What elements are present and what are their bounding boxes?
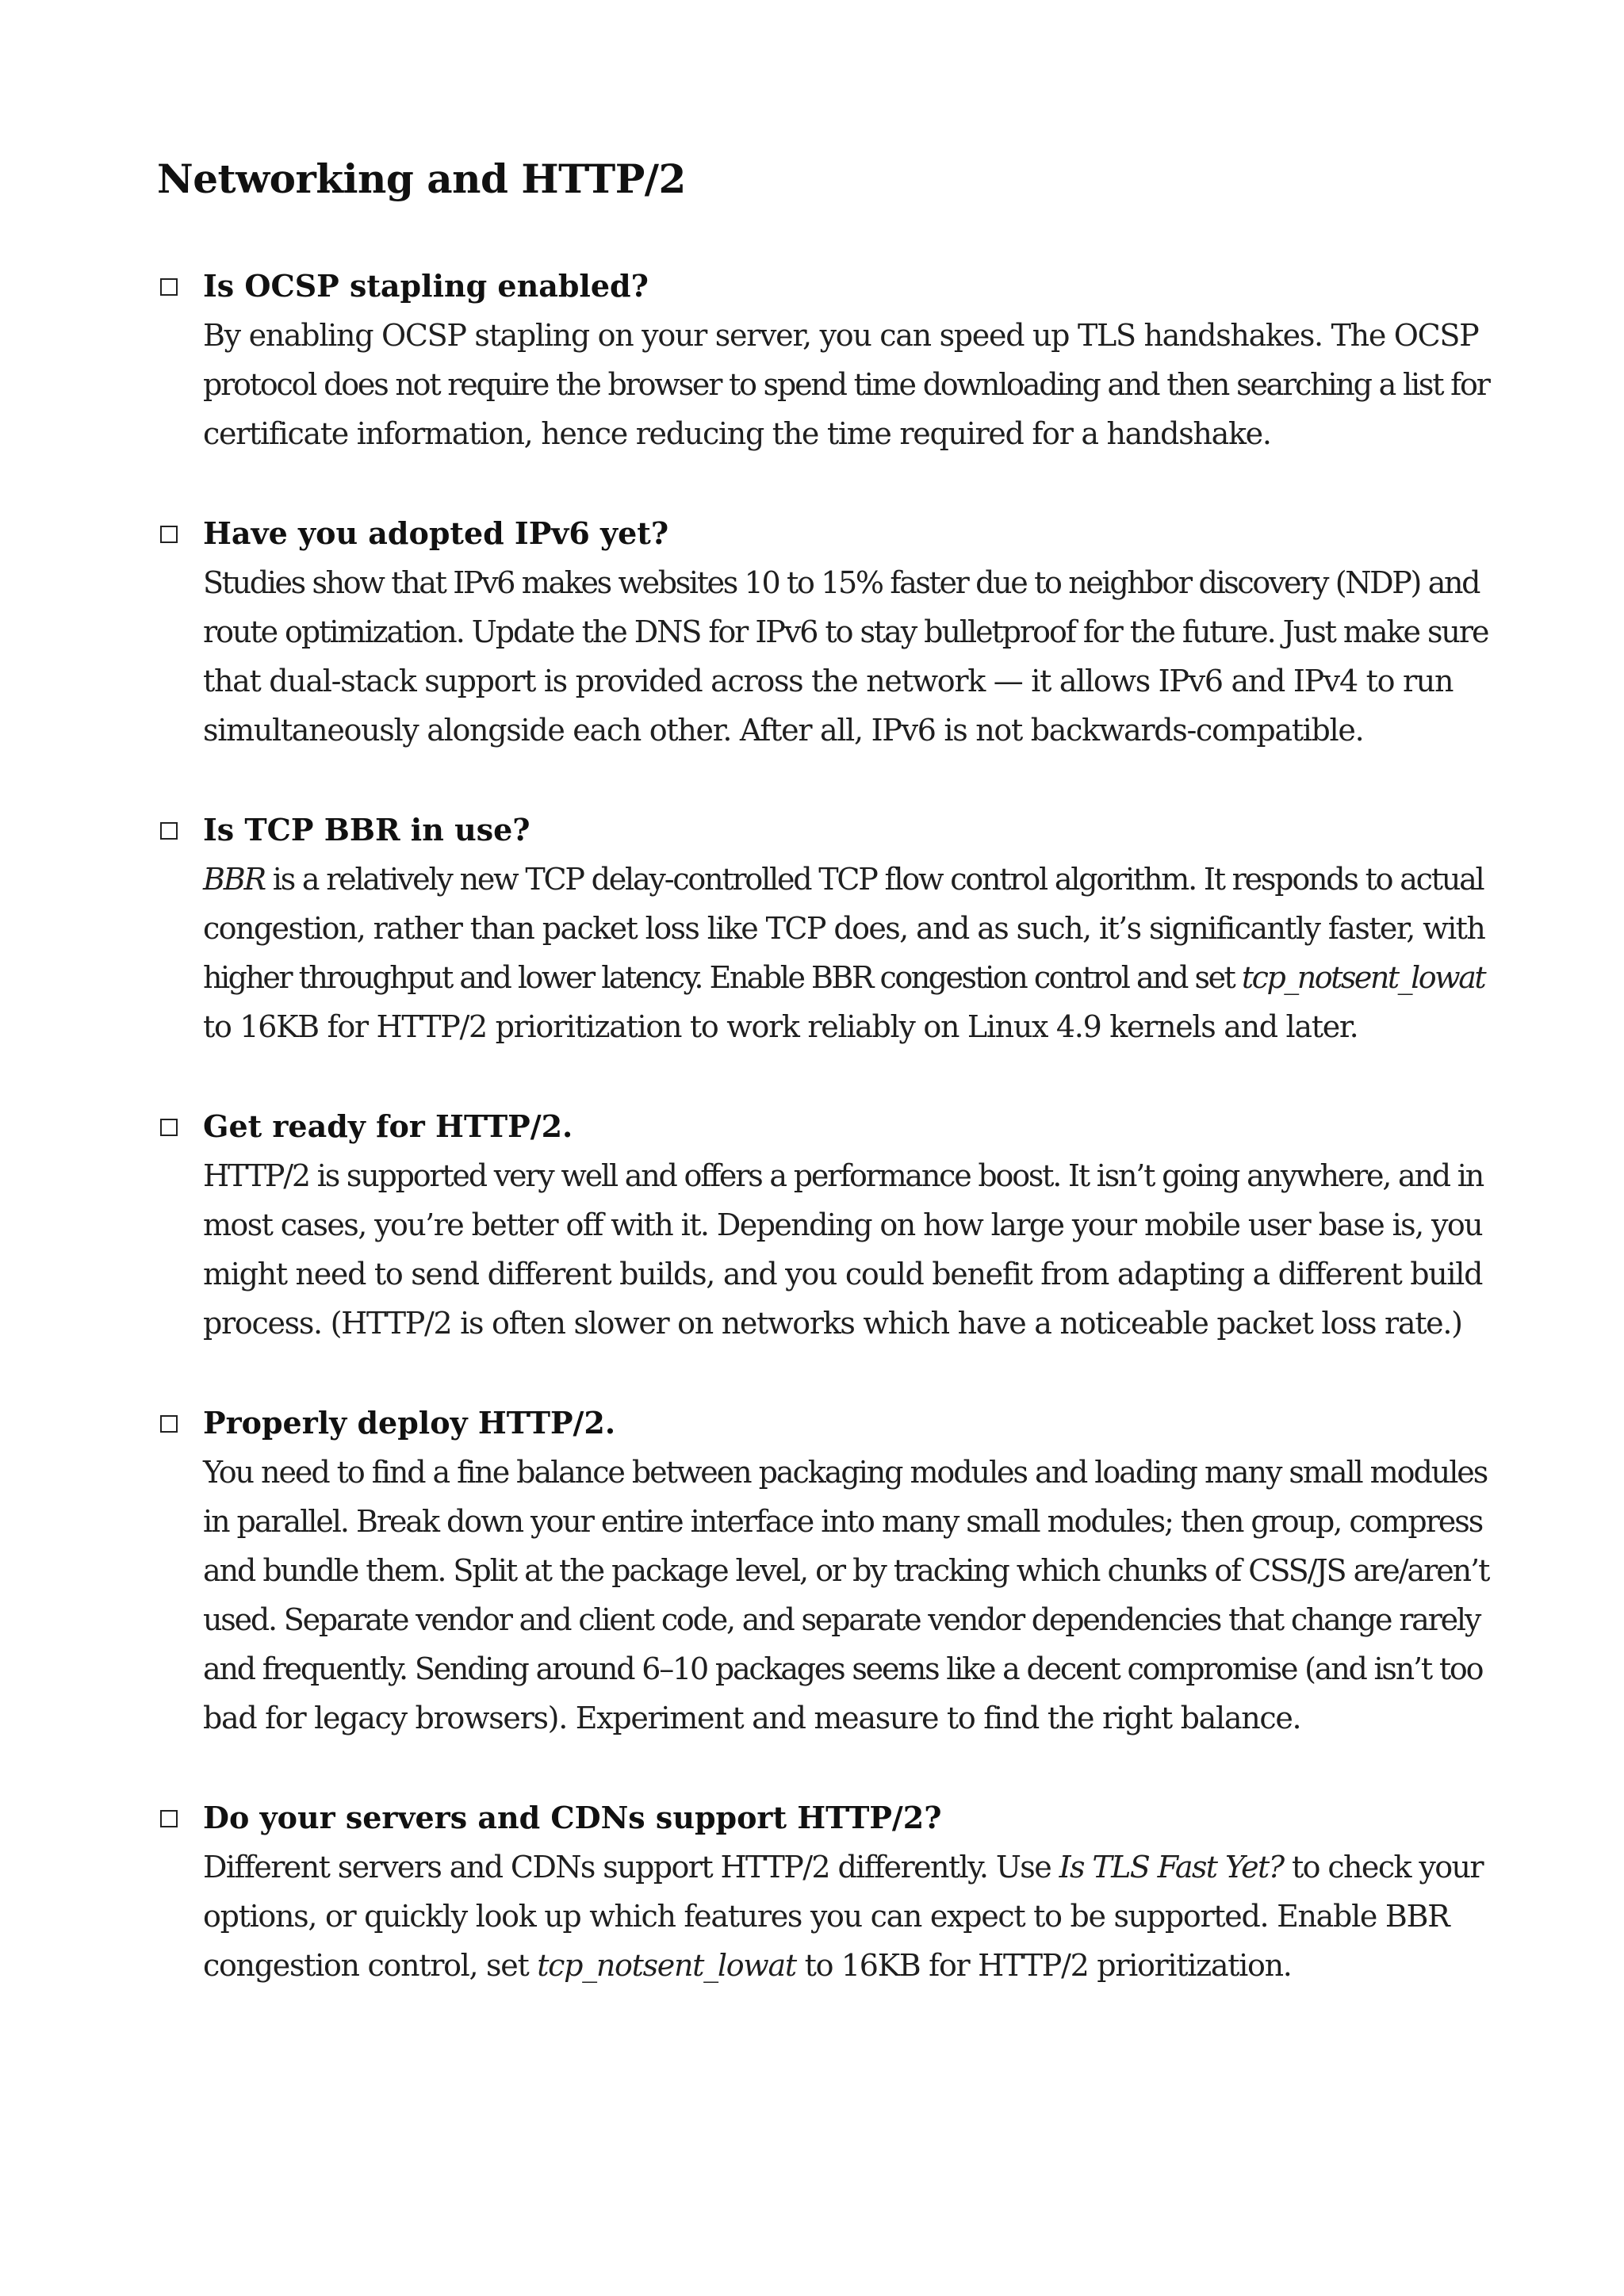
text-run: used. Separate vendor and client code, and separate vendor dependencies that change rarely [203,1602,1480,1637]
text-line [203,1249,1489,1299]
text-run: most cases, you’re better off with it. Depending on how large your mobile user base is, you [203,1207,1483,1242]
text-line [203,1941,1489,1990]
checkbox[interactable] [160,278,178,296]
text-run: Different servers and CDNs support HTTP/2 differently. Use [203,1850,1059,1885]
text-line [203,953,1489,1002]
checkbox[interactable] [160,1119,178,1136]
text-run: and bundle them. Split at the package level, or by tracking which chunks of CSS/JS are/aren’t [203,1553,1489,1588]
text-run: congestion control, set [203,1948,538,1983]
page-title: Networking and HTTP/2 [157,155,686,202]
item-description [203,311,1489,458]
text-run: By enabling OCSP stapling on your server, you can speed up TLS handshakes. The OCSP [203,318,1479,353]
text-run: You need to find a fine balance between packaging modules and loading many small modules [203,1455,1488,1490]
text-line [203,706,1489,755]
text-run-italic: Is TLS Fast Yet? [1059,1850,1284,1885]
checkbox[interactable] [160,1810,178,1827]
text-line [203,558,1489,607]
text-run: simultaneously alongside each other. After all, IPv6 is not backwards-compatible. [203,713,1364,748]
text-run: process. (HTTP/2 is often slower on networks which have a noticeable packet loss rate.) [203,1306,1462,1341]
item-heading: Get ready for HTTP/2. [203,1108,573,1144]
text-line [203,1151,1489,1200]
text-run: certificate information, hence reducing the time required for a handshake. [203,416,1271,451]
text-run-italic: BBR [203,862,265,897]
text-run: that dual-stack support is provided across the network — it allows IPv6 and IPv4 to run [203,664,1454,698]
checkbox[interactable] [160,822,178,840]
item-description [203,558,1489,755]
text-run: protocol does not require the browser to spend time downloading and then searching a list for [203,367,1489,402]
text-line [203,1843,1489,1892]
item-heading: Properly deploy HTTP/2. [203,1405,616,1441]
text-run: bad for legacy browsers). Experiment and measure to find the right balance. [203,1701,1301,1735]
item-description [203,1448,1489,1743]
text-line [203,607,1489,656]
text-run: route optimization. Update the DNS for IPv6 to stay bulletproof for the future. Just make sure [203,614,1488,649]
text-run: to check your [1283,1850,1483,1885]
text-line [203,1546,1489,1595]
text-line [203,1595,1489,1644]
item-description [203,855,1489,1051]
checkbox[interactable] [160,1415,178,1433]
text-run: higher throughput and lower latency. Enable BBR congestion control and set [203,960,1242,995]
text-line [203,1448,1489,1497]
text-run: options, or quickly look up which features you can expect to be supported. Enable BBR [203,1899,1450,1934]
text-line [203,311,1489,360]
checkbox[interactable] [160,526,178,543]
text-line [203,656,1489,706]
text-run: congestion, rather than packet loss like TCP does, and as such, it’s significantly faster, with [203,911,1485,946]
item-heading: Is TCP BBR in use? [203,812,530,848]
text-line [203,1200,1489,1249]
text-run: might need to send different builds, and you could benefit from adapting a different build [203,1257,1483,1292]
text-line [203,1644,1489,1693]
item-description [203,1151,1489,1348]
text-run: in parallel. Break down your entire interface into many small modules; then group, compress [203,1504,1483,1539]
text-run: Studies show that IPv6 makes websites 10 to 15% faster due to neighbor discovery (NDP) and [203,565,1480,600]
text-line [203,360,1489,409]
text-line [203,1299,1489,1348]
text-run: HTTP/2 is supported very well and offers a performance boost. It isn’t going anywhere, and in [203,1158,1484,1193]
text-run-italic: tcp_notsent_lowat [537,1948,796,1983]
text-line [203,1693,1489,1743]
text-run-italic: tcp_notsent_lowat [1241,960,1485,995]
item-heading: Have you adopted IPv6 yet? [203,515,669,551]
item-heading: Is OCSP stapling enabled? [203,268,649,304]
text-line [203,1892,1489,1941]
item-heading: Do your servers and CDNs support HTTP/2? [203,1800,942,1835]
text-line [203,409,1489,458]
item-description [203,1843,1489,1990]
text-line [203,855,1489,904]
text-run: and frequently. Sending around 6–10 packages seems like a decent compromise (and isn’t too [203,1651,1483,1686]
text-line [203,1497,1489,1546]
text-run: is a relatively new TCP delay-controlled TCP flow control algorithm. It responds to actual [264,862,1484,897]
text-run: to 16KB for HTTP/2 prioritization to work reliably on Linux 4.9 kernels and later. [203,1009,1358,1044]
text-run: to 16KB for HTTP/2 prioritization. [795,1948,1292,1983]
text-line [203,904,1489,953]
text-line [203,1002,1489,1051]
